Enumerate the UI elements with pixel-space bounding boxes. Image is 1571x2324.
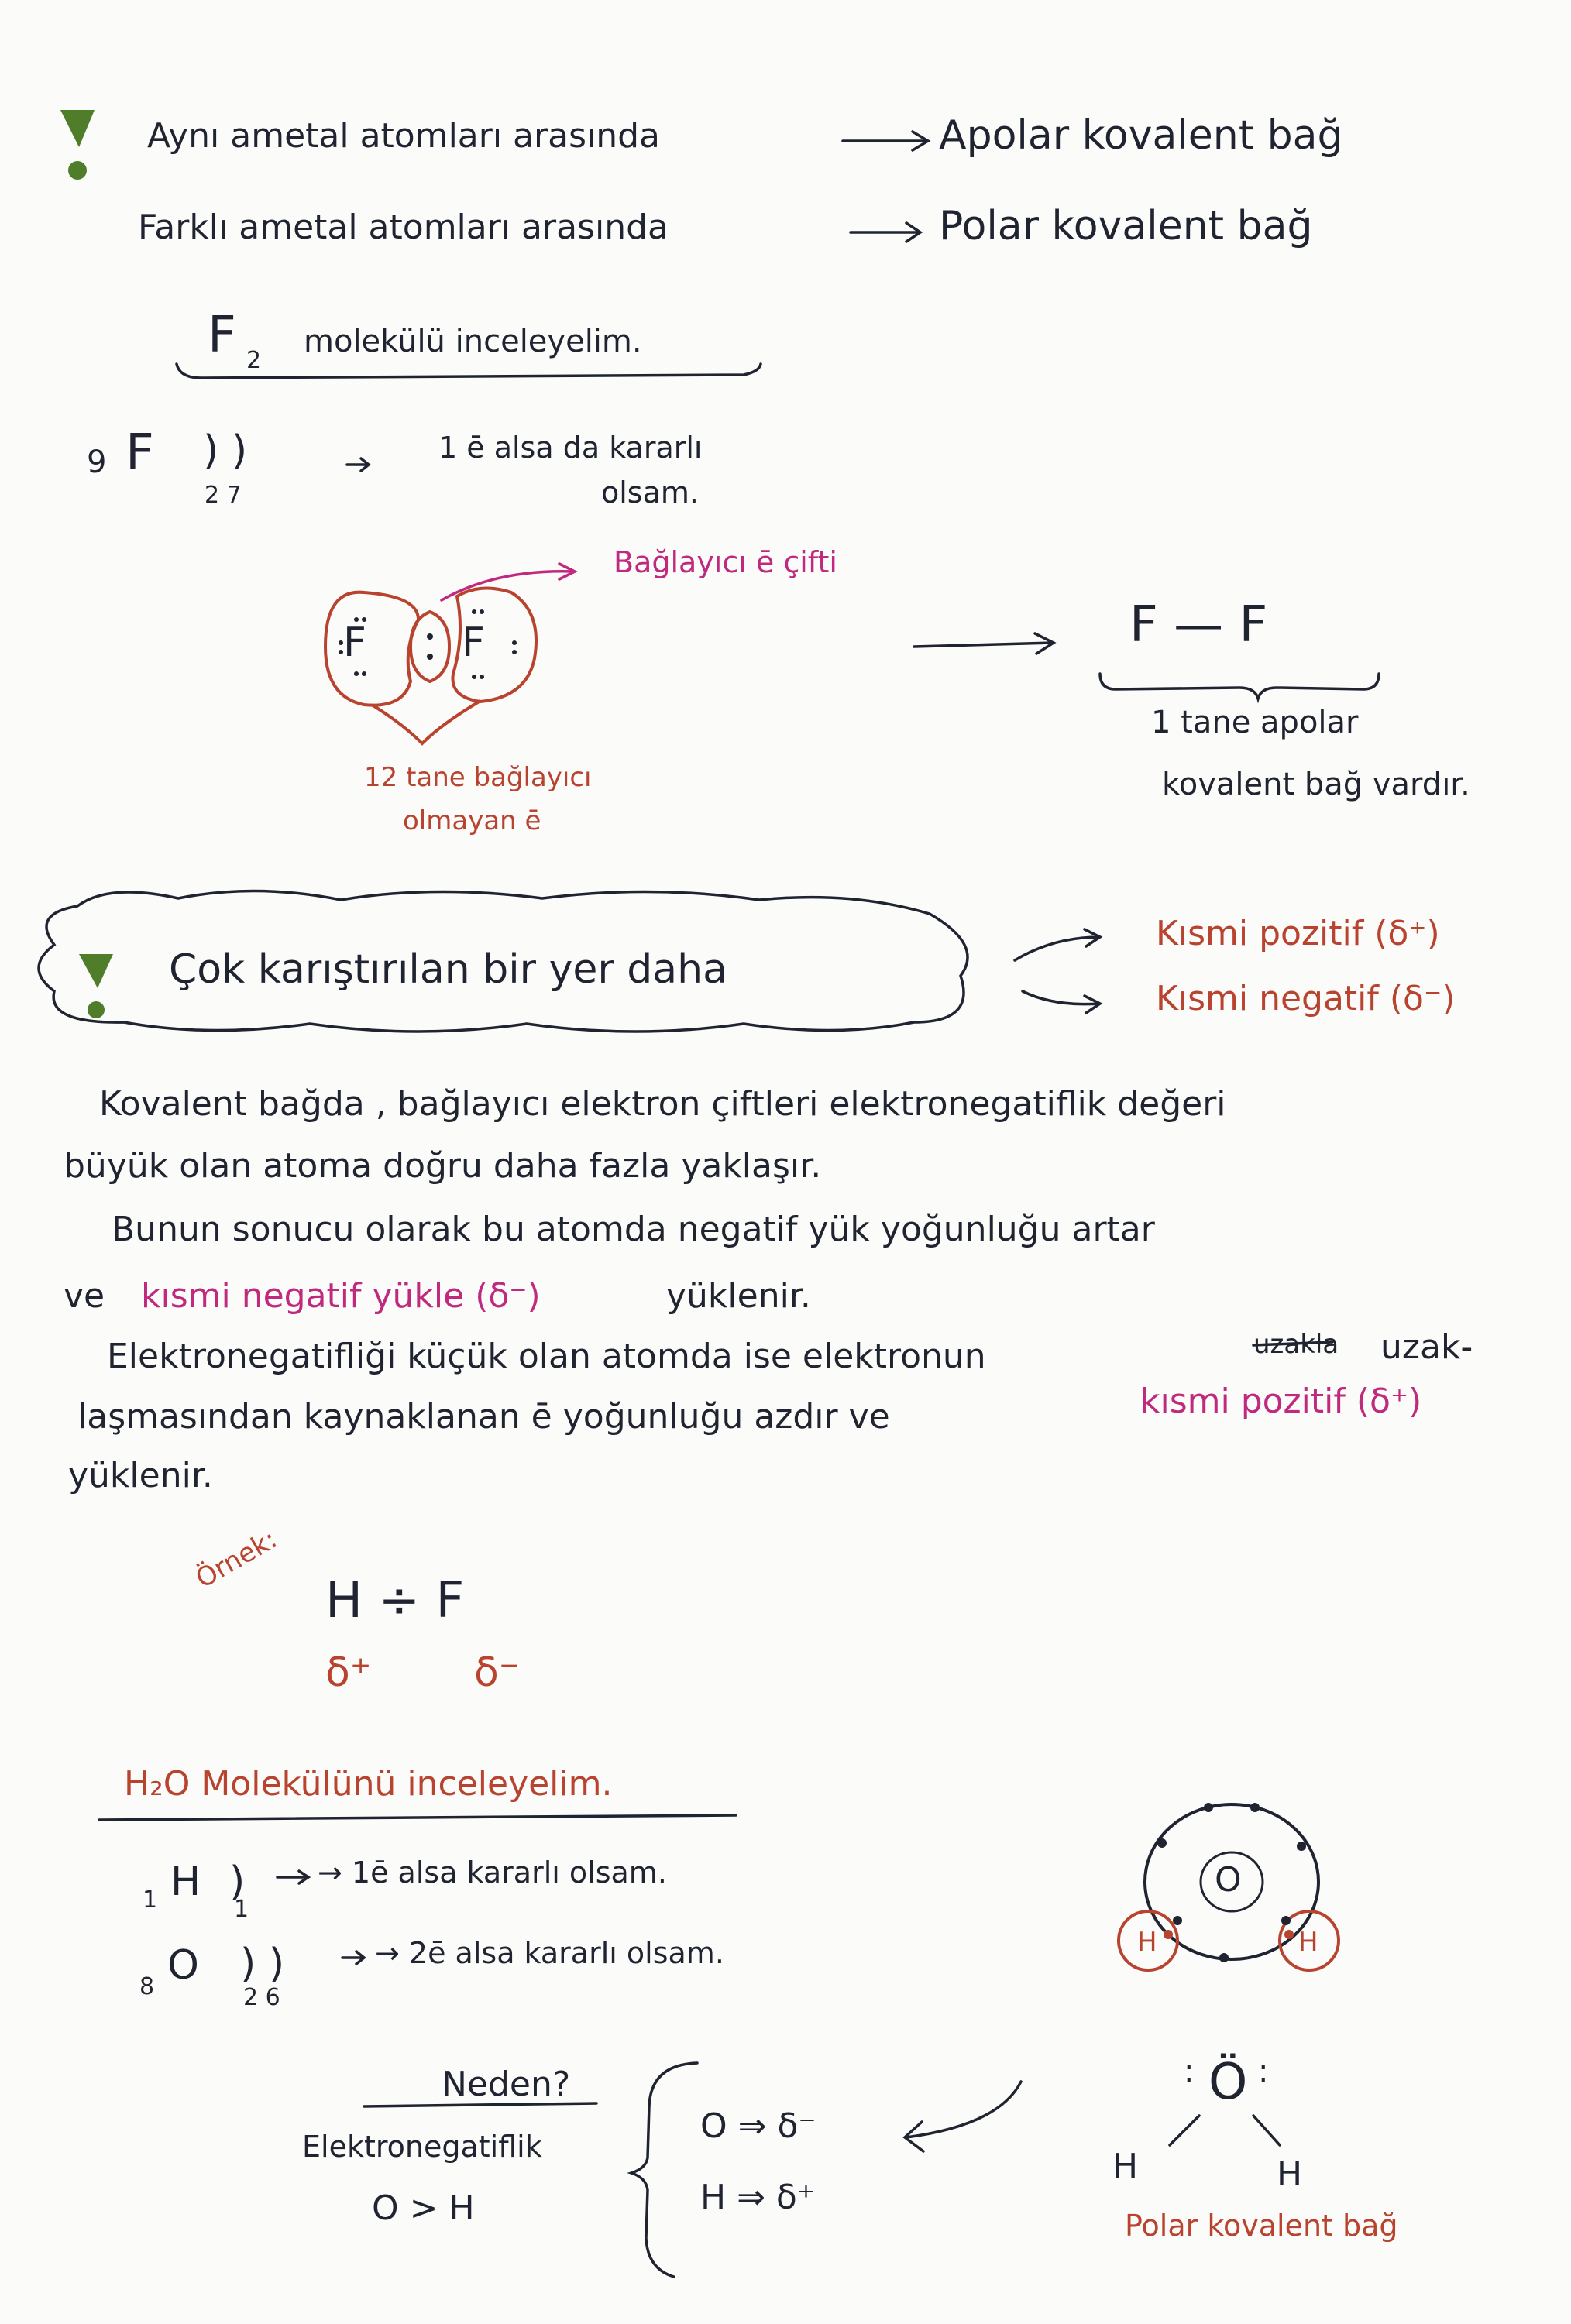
nonbonding-label-2: olmayan ē [403, 805, 541, 836]
f2-summary-2: kovalent bağ vardır. [1162, 767, 1470, 802]
example-formula: H ÷ F [325, 1572, 465, 1629]
rule-line2-left: Farklı ametal atomları arasında [138, 208, 669, 247]
f-shell-counts: 2 7 [205, 482, 242, 509]
o-partial-charge: O ⇒ δ⁻ [700, 2106, 816, 2146]
arrow-line2 [851, 223, 920, 242]
o-shells: ) ) [240, 1941, 285, 1987]
f2-summary-1: 1 tane apolar [1151, 705, 1359, 740]
f2-heading-sub: 2 [246, 347, 262, 374]
f-symbol: F [125, 424, 154, 482]
ff-brace [1100, 674, 1379, 699]
example-delta-positive: δ⁺ [325, 1649, 372, 1696]
paragraph-line-6-highlight: kısmi pozitif (δ⁺) [1140, 1382, 1422, 1421]
f2-lewis-right-f: F [462, 620, 485, 666]
en-order: O > H [372, 2188, 475, 2228]
paragraph-line-3: Bunun sonucu olarak bu atomda negatif yük yoğunluğu artar [112, 1210, 1155, 1249]
en-label: Elektronegatiflik [302, 2130, 542, 2164]
partial-negative-label: Kısmi negatif (δ⁻) [1156, 979, 1456, 1018]
rule-line1-left: Aynı ametal atomları arasında [147, 116, 660, 156]
f2-heading-letter: F [208, 307, 236, 364]
bonding-pair-label: Bağlayıcı ē çifti [614, 545, 837, 579]
h2o-heading-underline [99, 1815, 736, 1820]
lewis-hydrogen-right: H [1277, 2154, 1303, 2194]
paragraph-line-5: Elektronegatifliği küçük olan atomda ise elektronun [107, 1337, 986, 1376]
h-symbol: H [170, 1859, 201, 1905]
paragraph-line-6: laşmasından kaynaklanan ē yoğunluğu azdır ve [77, 1397, 890, 1437]
h-atomic-number: 1 [143, 1886, 158, 1914]
cloud-arrows [1015, 929, 1100, 1013]
paragraph-line-4-highlight: kısmi negatif yükle (δ⁻) [141, 1276, 541, 1316]
lewis-oxygen-left-pair: : [1184, 2054, 1193, 2089]
f2-heading-underline [177, 364, 761, 378]
o-shell-counts: 2 6 [243, 1984, 280, 2011]
oh-bond-right [1253, 2116, 1280, 2145]
structure-arrow [914, 633, 1054, 654]
diagram-hydrogen-right: H [1298, 1927, 1318, 1958]
paragraph-line-4-end: yüklenir. [666, 1276, 811, 1316]
bond-type-label: Polar kovalent bağ [1125, 2209, 1398, 2243]
example-label: Örnek: [191, 1523, 283, 1595]
diagram-oxygen: O [1215, 1860, 1242, 1900]
paragraph-struck-word: uzakla [1253, 1329, 1339, 1360]
h2o-heading: H₂O Molekülünü inceleyelim. [124, 1764, 613, 1804]
f-config-note-1: 1 ē alsa da kararlı [438, 431, 703, 465]
config-arrow [347, 458, 369, 471]
example-delta-negative: δ⁻ [474, 1649, 521, 1696]
h-shell: ) [229, 1859, 246, 1905]
paragraph-line-5-end: uzak- [1380, 1327, 1473, 1367]
f2-heading-rest: molekülü inceleyelim. [304, 324, 642, 359]
f2-structure: F — F [1129, 596, 1268, 654]
paragraph-line-4-start: ve [64, 1276, 105, 1316]
paragraph-line-7: yüklenir. [68, 1456, 213, 1495]
o-config-note: → 2ē alsa kararlı olsam. [375, 1936, 724, 1970]
partial-positive-label: Kısmi pozitif (δ⁺) [1156, 914, 1440, 953]
diagram-hydrogen-left: H [1137, 1927, 1157, 1958]
f-shells: ) ) [203, 427, 248, 474]
h-partial-charge: H ⇒ δ⁺ [700, 2178, 816, 2217]
h-config-arrow [277, 1871, 308, 1883]
lewis-oxygen-right-pair: : [1258, 2054, 1269, 2089]
h-config-note: → 1ē alsa kararlı olsam. [318, 1855, 667, 1890]
brace-pointer-arrow [905, 2082, 1021, 2151]
en-brace [631, 2063, 697, 2277]
o-symbol: O [167, 1942, 199, 1989]
o-config-arrow [342, 1952, 364, 1964]
paragraph-line-2: büyük olan atoma doğru daha fazla yaklaşır. [64, 1146, 822, 1186]
f-atomic-number: 9 [87, 445, 107, 480]
why-label: Neden? [442, 2065, 571, 2104]
nonbonding-label-1: 12 tane bağlayıcı [364, 762, 592, 793]
rule-line1-right: Apolar kovalent bağ [939, 112, 1343, 159]
arrow-line1 [843, 132, 928, 150]
exclamation-icon-cloud [74, 951, 118, 1028]
exclamation-icon [54, 107, 101, 192]
lewis-hydrogen-left: H [1112, 2147, 1139, 2186]
rule-line2-right: Polar kovalent bağ [939, 203, 1313, 249]
f2-lewis-left-f: F [343, 620, 366, 666]
cloud-note-text: Çok karıştırılan bir yer daha [169, 946, 727, 993]
oh-bond-left [1170, 2116, 1199, 2145]
o-atomic-number: 8 [139, 1973, 155, 2000]
lewis-oxygen: Ö [1208, 2054, 1248, 2111]
h-shell-count: 1 [234, 1896, 249, 1923]
paragraph-line-1: Kovalent bağda , bağlayıcı elektron çiftleri elektronegatiflik değeri [99, 1084, 1226, 1124]
f-config-note-2: olsam. [601, 475, 699, 510]
